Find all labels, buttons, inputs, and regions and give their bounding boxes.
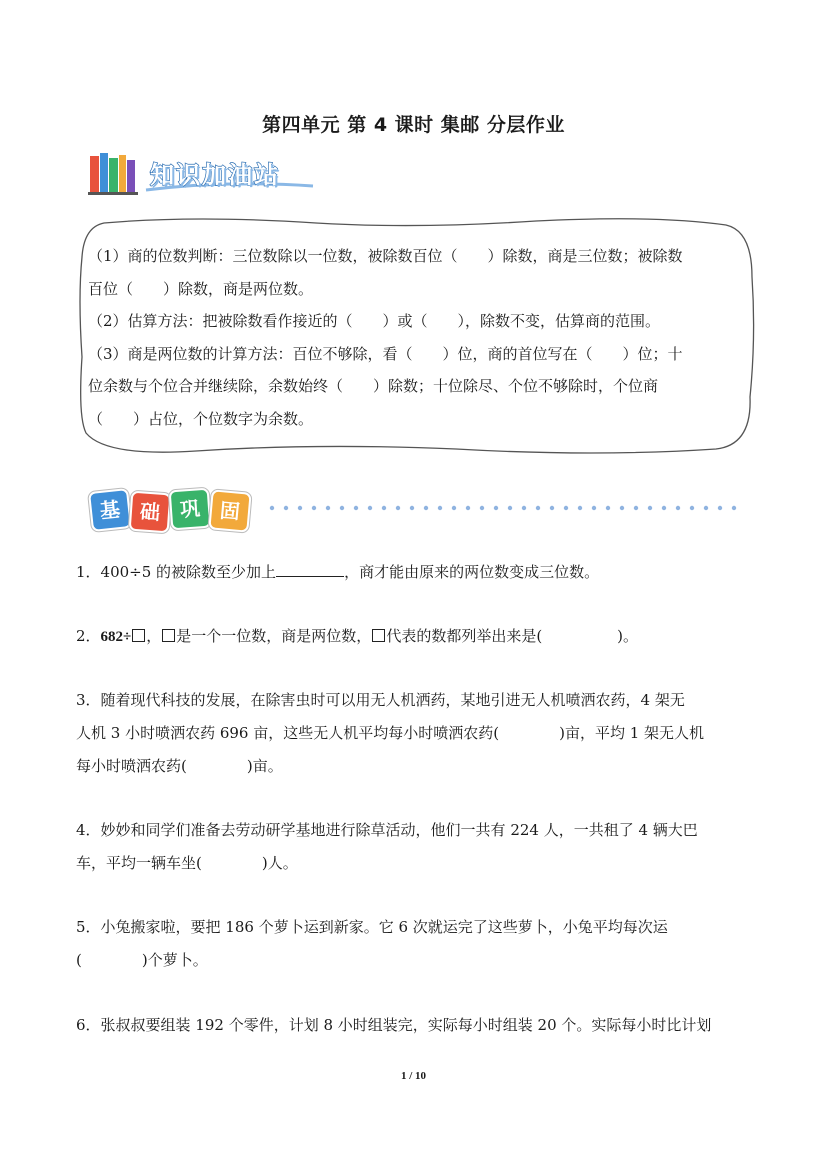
question-6 <box>76 1009 756 1042</box>
question-text: 1．400÷5 的被除数至少加上 <box>76 563 277 581</box>
banner-char: 基 <box>88 488 132 532</box>
knowledge-line: （3）商是两位数的计算方法：百位不够除，看（ ）位，商的首位写在（ ）位；十 <box>88 344 683 363</box>
banner-char: 础 <box>129 491 172 534</box>
question-line: 3．随着现代科技的发展，在除害虫时可以用无人机洒药，某地引进无人机喷洒农药，4 架无 <box>76 691 685 709</box>
dividend-expression: 682÷ <box>100 629 132 645</box>
question-line: ( )个萝卜。 <box>76 951 208 969</box>
question-line: 人机 3 小时喷洒农药 696 亩，这些无人机平均每小时喷洒农药( )亩，平均 1 架无人机 <box>76 724 705 742</box>
page-title: 第四单元 第 4 课时 集邮 分层作业 <box>262 114 565 136</box>
books-icon <box>88 153 138 195</box>
knowledge-line: （ ）占位，个位数字为余数。 <box>88 409 314 428</box>
knowledge-content <box>88 240 746 435</box>
knowledge-line: （1）商的位数判断：三位数除以一位数，被除数百位（ ）除数，商是三位数；被除数 <box>88 247 683 265</box>
knowledge-line: （2）估算方法：把被除数看作接近的（ ）或（ ），除数不变，估算商的范围。 <box>88 312 661 330</box>
question-5 <box>76 911 756 977</box>
question-1 <box>76 556 756 589</box>
question-line: 6．张叔叔要组装 192 个零件，计划 8 小时组装完，实际每小时组装 20 个。实际每小时比计划 <box>76 1016 712 1034</box>
question-line: 4．妙妙和同学们准备去劳动研学基地进行除草活动，他们一共有 224 人，一共租了 4 辆大巴 <box>76 821 698 839</box>
page-number: 1 / 10 <box>400 1070 427 1082</box>
knowledge-line: 百位（ ）除数，商是两位数。 <box>88 279 314 298</box>
square-placeholder-icon <box>132 629 145 642</box>
question-text: 代表的数都列举出来是( )。 <box>386 627 639 645</box>
question-text: 是一个一位数，商是两位数， <box>176 627 372 645</box>
banner-char: 固 <box>208 489 251 532</box>
question-text: ， <box>146 627 162 645</box>
question-text: ，商才能由原来的两位数变成三位数。 <box>344 563 600 581</box>
question-line: 每小时喷洒农药( )亩。 <box>76 757 283 775</box>
question-3 <box>76 684 756 783</box>
square-placeholder-icon <box>162 629 175 642</box>
square-placeholder-icon <box>372 629 385 642</box>
question-number: 2． <box>76 627 101 645</box>
knowledge-line: 位余数与个位合并继续除，余数始终（ ）除数；十位除尽、个位不够除时，个位商 <box>88 377 659 395</box>
question-2 <box>76 620 756 654</box>
banner-char: 巩 <box>169 488 212 531</box>
dotted-divider <box>268 502 748 514</box>
basics-banner <box>84 484 754 534</box>
knowledge-heading: 知识加油站 <box>150 161 280 189</box>
question-line: 5．小兔搬家啦，要把 186 个萝卜运到新家。它 6 次就运完了这些萝卜，小兔平均每次运 <box>76 918 668 936</box>
answer-blank[interactable] <box>276 558 344 577</box>
question-4 <box>76 814 756 880</box>
question-line: 车，平均一辆车坐( )人。 <box>76 854 298 872</box>
